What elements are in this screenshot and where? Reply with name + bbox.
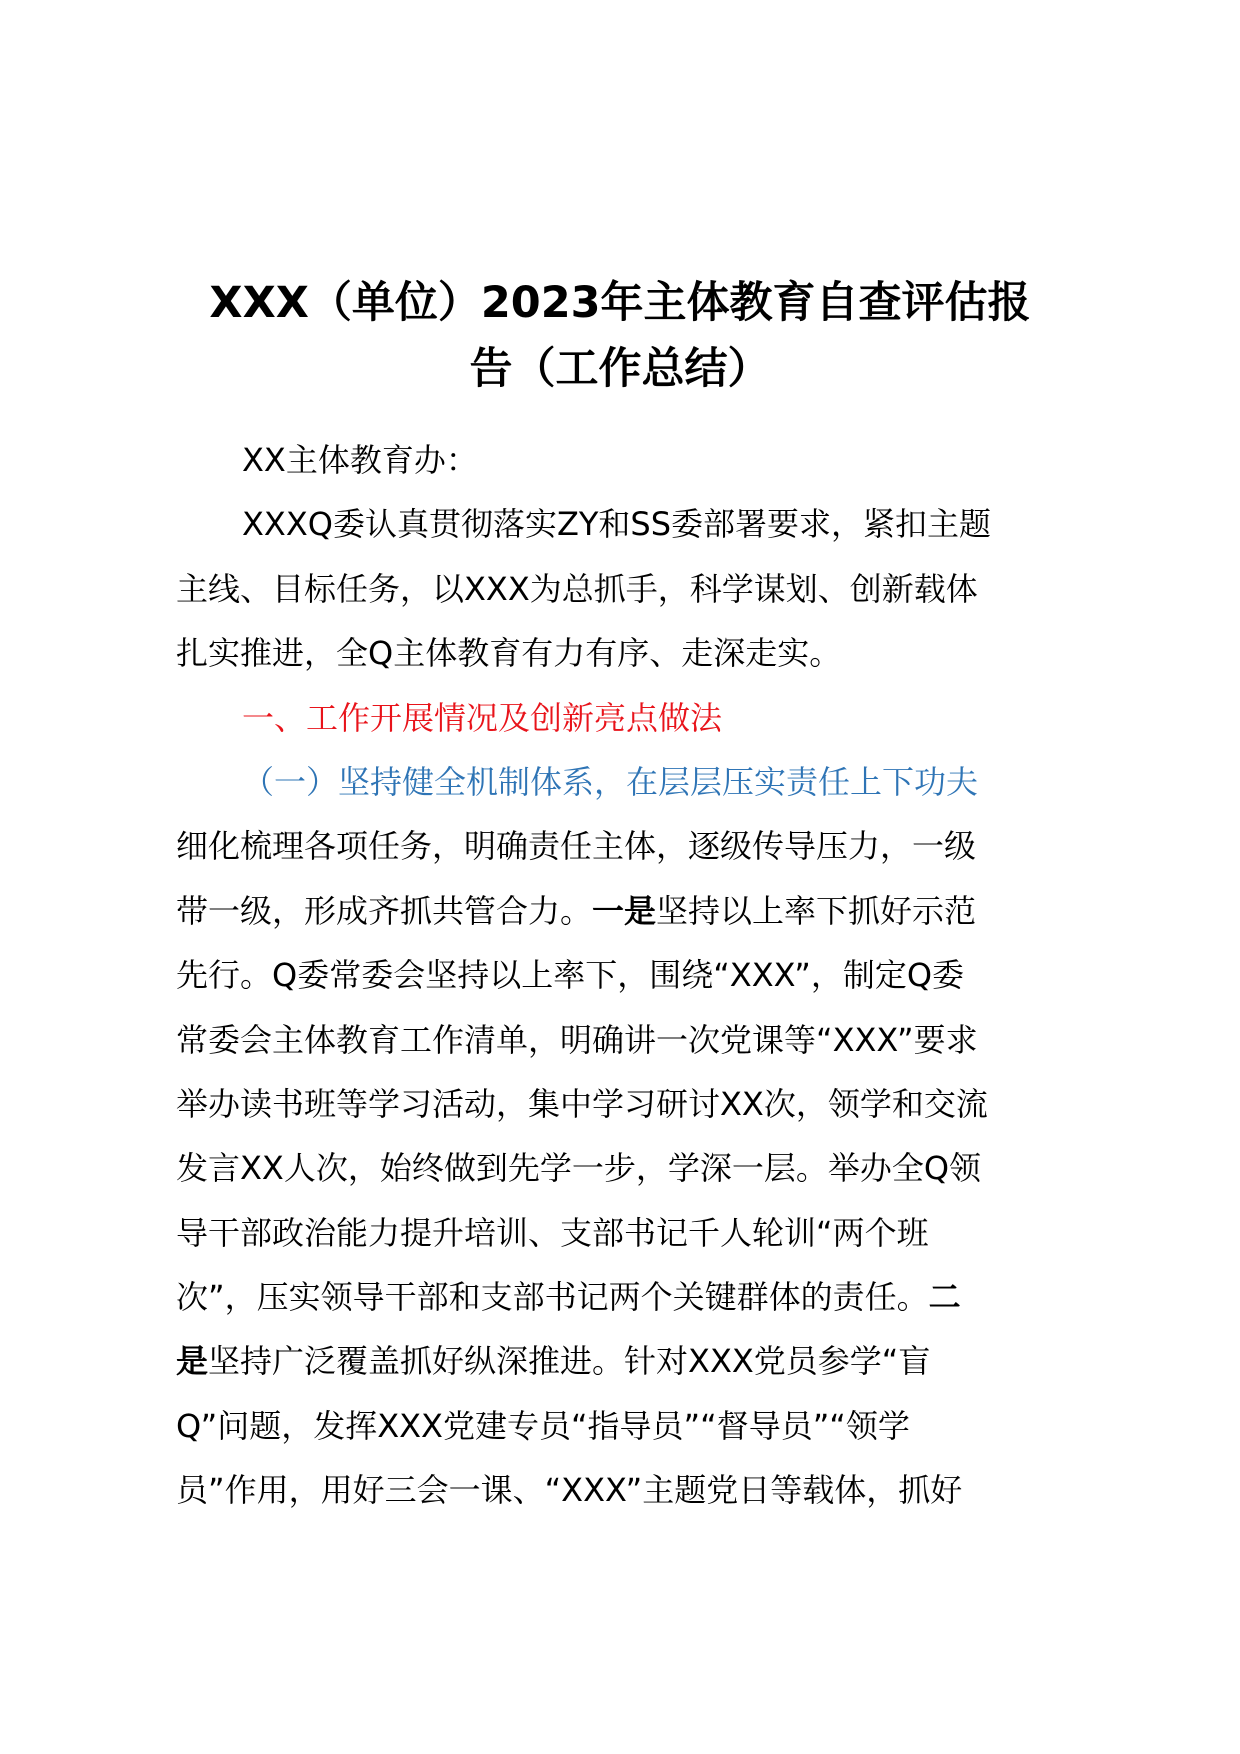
subsection-heading: （一）坚持健全机制体系，在层层压实责任上下功夫	[242, 762, 979, 801]
emphasis-marker: 是	[176, 1342, 209, 1381]
body-line-6: 发言XX人次，始终做到先学一步，学深一层。举办全Q领	[176, 1149, 982, 1188]
intro-line-3: 扎实推进，全Q主体教育有力有序、走深走实。	[176, 634, 842, 673]
body-line-11: 员”作用，用好三会一课、“XXX”主题党日等载体，抓好	[176, 1471, 963, 1510]
salutation: XX主体教育办：	[242, 441, 478, 479]
body-line-8	[176, 1265, 1106, 1329]
document-body	[176, 428, 1106, 1523]
section-heading: 一、工作开展情况及创新亮点做法	[242, 698, 723, 737]
emphasis-marker: 一是	[592, 891, 657, 930]
body-line-4: 常委会主体教育工作清单，明确讲一次党课等“XXX”要求	[176, 1020, 978, 1059]
body-line-10: Q”问题，发挥XXX党建专员“指导员”“督导员”“领学	[176, 1406, 910, 1445]
title-line-1: XXX（单位）2023年主体教育自查评估报	[209, 278, 1031, 328]
body-text: 带一级，形成齐抓共管合力。	[176, 891, 593, 930]
body-text: 坚持以上率下抓好示范	[656, 891, 977, 930]
body-text: 坚持广泛覆盖抓好纵深推进。针对XXX党员参学“盲	[208, 1342, 931, 1381]
intro-line-2: 主线、目标任务，以XXX为总抓手，科学谋划、创新载体	[176, 569, 978, 608]
body-line-5: 举办读书班等学习活动，集中学习研讨XX次，领学和交流	[176, 1084, 988, 1123]
body-line-1: 细化梳理各项任务，明确责任主体，逐级传导压力，一级	[176, 827, 977, 866]
emphasis-marker: 二	[928, 1278, 961, 1317]
title-line-2: 告（工作总结）	[469, 344, 771, 394]
body-line-7: 导干部政治能力提升培训、支部书记千人轮训“两个班	[176, 1213, 929, 1252]
body-line-9	[176, 1329, 1106, 1393]
body-line-3: 先行。Q委常委会坚持以上率下，围绕“XXX”，制定Q委	[176, 956, 965, 995]
body-text: 次”，压实领导干部和支部书记两个关键群体的责任。	[176, 1278, 929, 1317]
intro-line-1: XXXQ委认真贯彻落实ZY和SS委部署要求，紧扣主题	[242, 505, 992, 544]
document-title	[0, 270, 1240, 402]
body-line-2	[176, 879, 1106, 943]
